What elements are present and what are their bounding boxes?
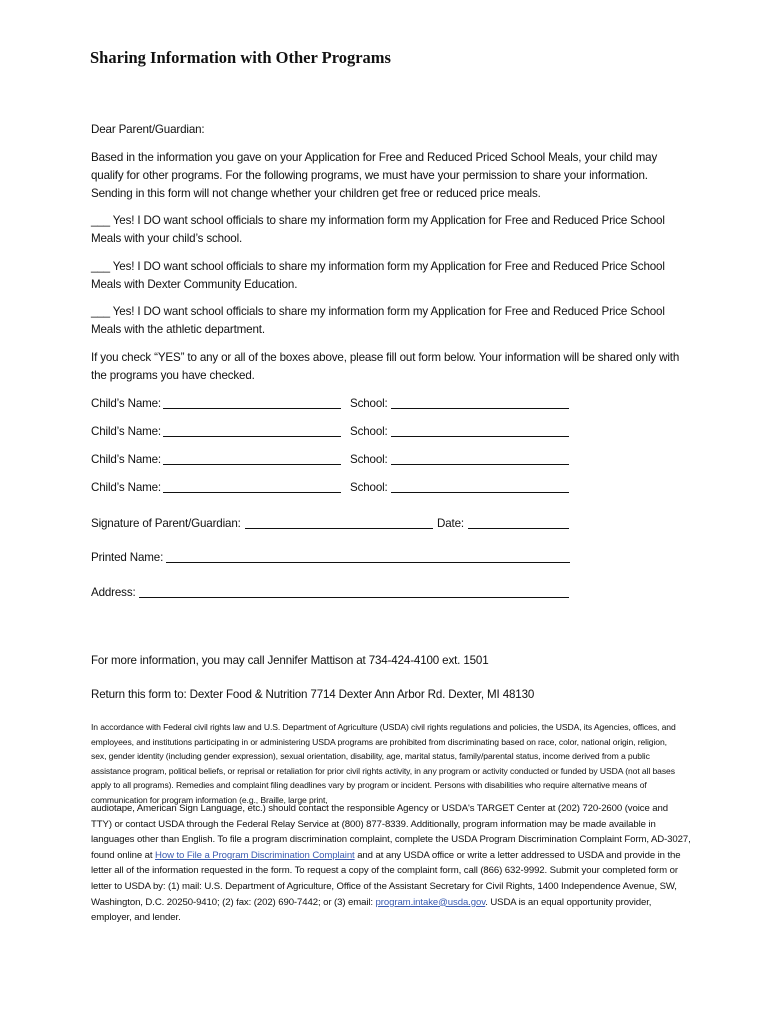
page-title: Sharing Information with Other Programs — [90, 48, 391, 67]
complaint-form-link[interactable]: How to File a Program Discrimination Complaint — [155, 849, 355, 861]
child-name-field[interactable] — [163, 408, 341, 409]
notice-text-part2: and at any USDA office or write a letter addressed to USDA and provide in the letter all of the information requested in the form. To request a copy of the complaint form, call (866) 632-9992. Submit your completed form or letter to USDA by: (1) mail: U.S. Department of Agriculture, Office of the Assistant Secretary for Civil Rights, 1400 Independence Avenue, SW, Washington, D.C. 20250-9410; (2) fax: (202) 690-7442; or (3) email: — [91, 849, 681, 908]
child-name-field[interactable] — [163, 436, 341, 437]
child-name-label: Child’s Name: — [91, 481, 162, 494]
program-intake-email-link[interactable]: program.intake@usda.gov — [375, 896, 486, 908]
address-field[interactable] — [139, 597, 569, 598]
child-name-label: Child’s Name: — [91, 453, 162, 466]
option-community-education: ___ Yes! I DO want school officials to share my information form my Application for Free and Reduced Price School Meals with Dexter Community Education. — [91, 260, 665, 291]
school-field[interactable] — [391, 492, 569, 493]
return-address: Return this form to: Dexter Food & Nutrition 7714 Dexter Ann Arbor Rd. Dexter, MI 48130 — [91, 688, 535, 701]
nondiscrimination-notice-small: In accordance with Federal civil rights law and U.S. Department of Agriculture (USDA) civil rights regulations and policies, the USDA, its Agencies, offices, and employees, and institutions participating in or administering USDA programs are prohibited from discriminating based on race, color, national origin, religion, sex, gender identity (including gender expression), sexual orientation, disability, age, marital status, family/parental status, income derived from a public assistance program, political beliefs, or reprisal or retaliation for prior civil rights activity, in any program or activity conducted or funded by USDA (not all bases apply to all programs). Remedies and complaint filing deadlines vary by program or incident. Persons with disabilities who require alternative means of communication for program information (e.g., Braille, large print, — [91, 722, 676, 805]
signature-label: Signature of Parent/Guardian: — [91, 517, 241, 530]
school-label: School: — [350, 397, 388, 410]
notice-text-part3: . USDA is an equal opportunity provider, employer, and lender. — [91, 896, 652, 924]
school-label: School: — [350, 481, 388, 494]
greeting: Dear Parent/Guardian: — [91, 123, 205, 136]
option-school: ___ Yes! I DO want school officials to share my information form my Application for Free and Reduced Price School Meals with your child’s school. — [91, 214, 665, 245]
address-label: Address: — [91, 586, 136, 599]
intro-paragraph: Based in the information you gave on your Application for Free and Reduced Priced School Meals, your child may qualify for other programs. For the following programs, we must have your permission to share your information. Sending in this form will not change whether your children get free or reduced price meals. — [91, 151, 658, 200]
school-label: School: — [350, 425, 388, 438]
option-athletic-department: ___ Yes! I DO want school officials to share my information form my Application for Free and Reduced Price School Meals with the athletic department. — [91, 305, 665, 336]
printed-name-label: Printed Name: — [91, 551, 164, 564]
child-name-label: Child’s Name: — [91, 397, 162, 410]
school-field[interactable] — [391, 464, 569, 465]
date-field[interactable] — [468, 528, 569, 529]
child-name-field[interactable] — [163, 464, 341, 465]
school-field[interactable] — [391, 436, 569, 437]
child-name-field[interactable] — [163, 492, 341, 493]
notice-text-part1: audiotape, American Sign Language, etc.) should contact the responsible Agency or USDA's TARGET Center at (202) 720-2600 (voice and TTY) or contact USDA through the Federal Relay Service at (800) 877-8339. Additionally, program information may be made available in languages other than English. To file a program discrimination complaint, complete the USDA Program Discrimination Complaint Form, AD-3027, found online at — [91, 803, 691, 861]
school-field[interactable] — [391, 408, 569, 409]
nondiscrimination-notice — [91, 801, 691, 926]
printed-name-field[interactable] — [166, 562, 570, 563]
date-label: Date: — [437, 517, 464, 530]
contact-info: For more information, you may call Jennifer Mattison at 734-424-4100 ext. 1501 — [91, 654, 489, 667]
child-name-label: Child’s Name: — [91, 425, 162, 438]
school-label: School: — [350, 453, 388, 466]
signature-field[interactable] — [245, 528, 433, 529]
instruction-paragraph: If you check “YES” to any or all of the boxes above, please fill out form below. Your information will be shared only with the programs you have checked. — [91, 351, 680, 382]
